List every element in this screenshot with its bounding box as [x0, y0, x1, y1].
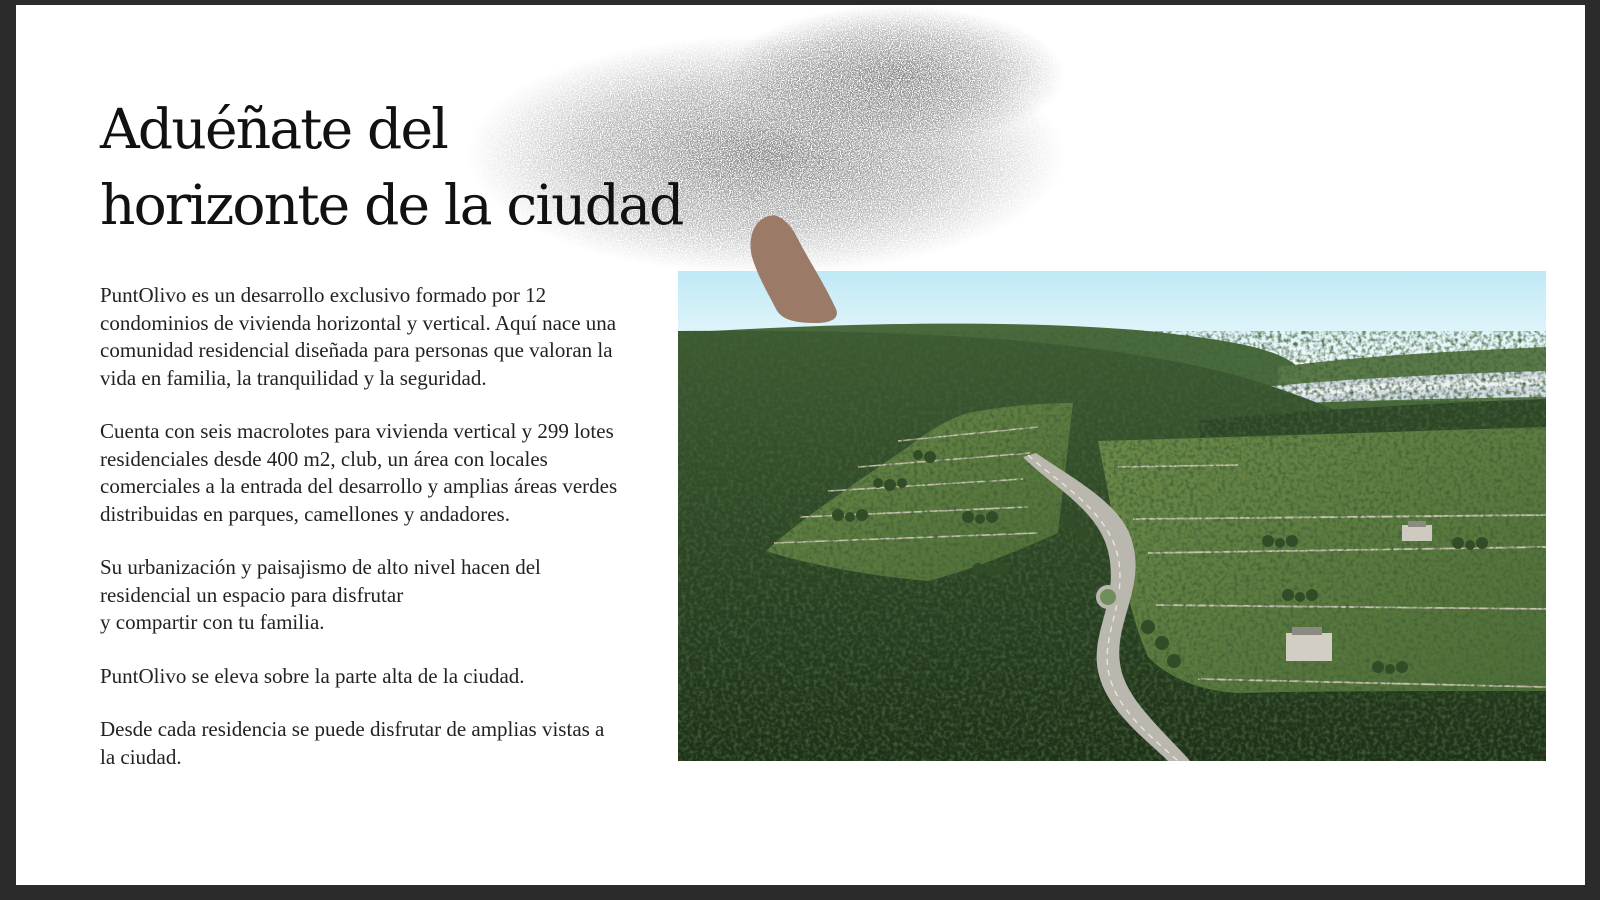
text-line: PuntOlivo se eleva sobre la parte alta de la ciudad.	[100, 663, 525, 688]
text-line: vida en familia, la tranquilidad y la seguridad.	[100, 365, 487, 390]
text-line: comunidad residencial diseñada para personas que valoran la	[100, 338, 613, 362]
page-title	[100, 91, 683, 243]
text-line: Su urbanización y paisajismo de alto nivel hacen del	[100, 555, 541, 579]
paragraph-lots	[100, 418, 670, 528]
text-line: distribuidas en parques, camellones y andadores.	[100, 501, 510, 526]
paragraph-views	[100, 716, 670, 771]
page-title-line-2: horizonte de la ciudad	[100, 173, 683, 237]
paragraph-elevation	[100, 663, 670, 691]
aerial-development-image	[678, 271, 1546, 761]
text-line: Cuenta con seis macrolotes para vivienda vertical y 299 lotes	[100, 419, 614, 443]
text-line: PuntOlivo es un desarrollo exclusivo formado por 12	[100, 283, 547, 307]
text-line: residencial un espacio para disfrutar	[100, 582, 404, 607]
text-line: Desde cada residencia se puede disfrutar de amplias vistas a	[100, 717, 605, 741]
text-line: comerciales a la entrada del desarrollo y amplias áreas verdes	[100, 474, 618, 498]
text-line: y compartir con tu familia.	[100, 610, 325, 634]
text-line: residenciales desde 400 m2, club, un área con locales	[100, 446, 548, 471]
paragraph-urbanization	[100, 554, 670, 637]
body-copy	[100, 282, 670, 797]
stone-shape	[746, 213, 842, 325]
text-line: condominios de vivienda horizontal y vertical. Aquí nace una	[100, 310, 617, 335]
page-title-line-1: Aduéñate del	[100, 97, 447, 161]
paragraph-intro	[100, 282, 670, 392]
text-line: la ciudad.	[100, 744, 182, 769]
presentation-slide	[16, 5, 1585, 885]
